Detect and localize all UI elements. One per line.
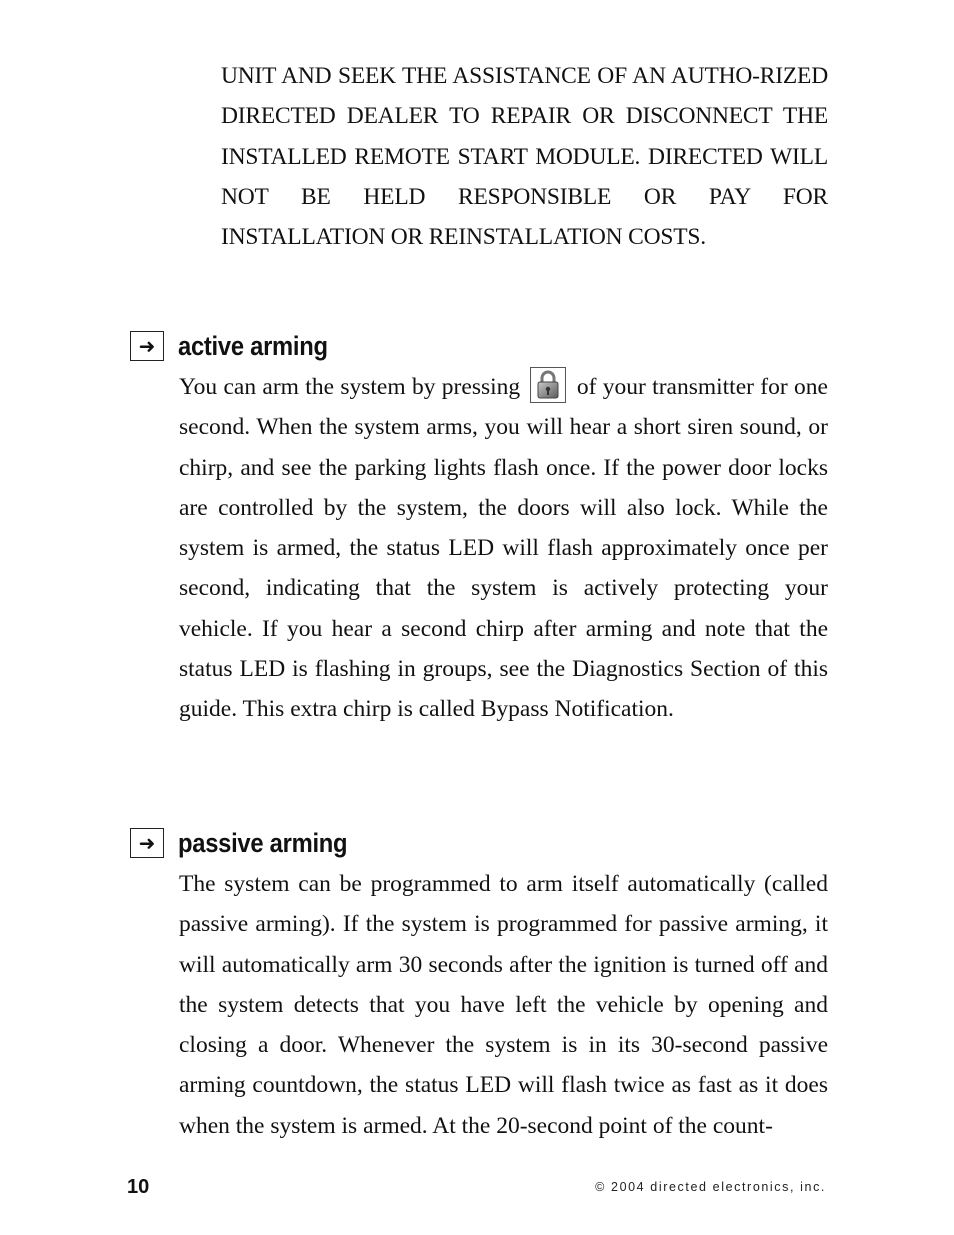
- active-arming-paragraph: [179, 367, 828, 730]
- passive-arming-paragraph: The system can be programmed to arm itself automatically (called passive arming). If the system is programmed for passive arming, it will automatically arm 30 seconds after the ignition is turned off and the system detects that you have left the vehicle by opening and closing a door. Whenever the system is in its 30-second passive arming countdown, the status LED will flash twice as fast as it does when the system is armed. At the 20-second point of the count-: [179, 871, 828, 1139]
- copyright-notice: © 2004 directed electronics, inc.: [595, 1180, 826, 1194]
- page-number: 10: [127, 1176, 150, 1198]
- warning-paragraph: UNIT AND SEEK THE ASSISTANCE OF AN AUTHO-RIZED DIRECTED DEALER TO REPAIR OR DISCONNECT THE INSTALLED REMOTE START MODULE. DIRECTED WILL NOT BE HELD RESPONSIBLE OR PAY FOR INSTALLATION OR REINSTALLATION COSTS.: [221, 63, 828, 251]
- active-arming-text-before: You can arm the system by pressing: [179, 374, 521, 400]
- passive-arming-header: [130, 825, 370, 861]
- arrow-right-icon: ➜: [130, 331, 164, 361]
- passive-arming-heading: passive arming: [178, 827, 348, 858]
- active-arming-header: [130, 328, 348, 364]
- active-arming-heading: active arming: [178, 330, 328, 361]
- active-arming-text-after: of your transmitter for one second. When the system arms, you will hear a short siren sound, or chirp, and see the parking lights flash once. If the power door locks are controlled by the system, the doors will also lock. While the system is armed, the status LED will flash approximately once per second, indicating that the system is actively protecting your vehicle. If you hear a second chirp after arming and note that the status LED is flashing in groups, see the Diagnostics Section of this guide. This extra chirp is called Bypass Notification.: [179, 374, 828, 723]
- arrow-right-icon: ➜: [130, 828, 164, 858]
- lock-button-icon: [530, 367, 566, 403]
